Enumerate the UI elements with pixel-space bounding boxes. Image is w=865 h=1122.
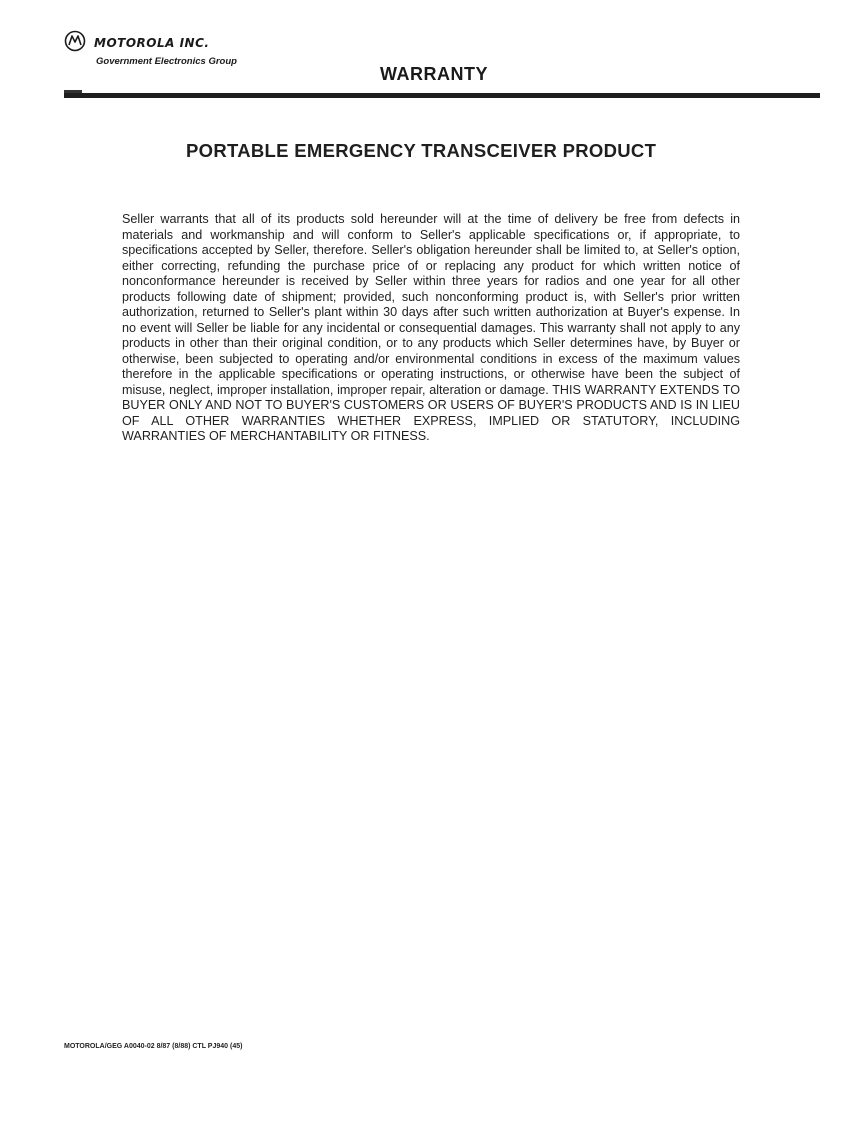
form-code-footer: MOTOROLA/GEG A0040-02 8/87 (8/88) CTL PJ940 (45) — [64, 1043, 243, 1050]
motorola-logo-icon — [64, 30, 86, 52]
company-name: MOTOROLA INC. — [94, 36, 210, 50]
header-divider — [64, 93, 820, 98]
document-heading: PORTABLE EMERGENCY TRANSCEIVER PRODUCT — [186, 140, 657, 161]
warranty-body: Seller warrants that all of its products sold hereunder will at the time of delivery be free from defects in materials and workmanship and will conform to Seller's applicable specifications or, if appropriate, to specifications accepted by Seller, therefore. Seller's obligation hereunder shall be limited to, at Seller's option, either correcting, refunding the purchase price of or replacing any product for which written notice of nonconformance hereunder is received by Seller within three years for radios and one year for all other products following date of shipment; provided, such nonconforming product is, with Seller's prior written authorization, returned to Seller's plant within 30 days after such written authorization at Buyer's expense. In no event will Seller be liable for any incidental or consequential damages. This warranty shall not apply to any products in other than their original condition, or to any products which Seller determines have, by Buyer or otherwise, been subjected to operating and/or environmental conditions in excess of the maximum values therefore in the applicable specifications or operating instructions, or otherwise have been the subject of misuse, neglect, improper installation, improper repair, alteration or damage. THIS WARRANTY EXTENDS TO BUYER ONLY AND NOT TO BUYER'S CUSTOMERS OR USERS OF BUYER'S PRODUCTS AND IS IN LIEU OF ALL OTHER WARRANTIES WHETHER EXPRESS, IMPLIED OR STATUTORY, INCLUDING WARRANTIES OF MERCHANTABILITY OR FITNESS. — [122, 212, 740, 443]
division-name: Government Electronics Group — [96, 56, 237, 67]
page-title: WARRANTY — [380, 64, 488, 84]
